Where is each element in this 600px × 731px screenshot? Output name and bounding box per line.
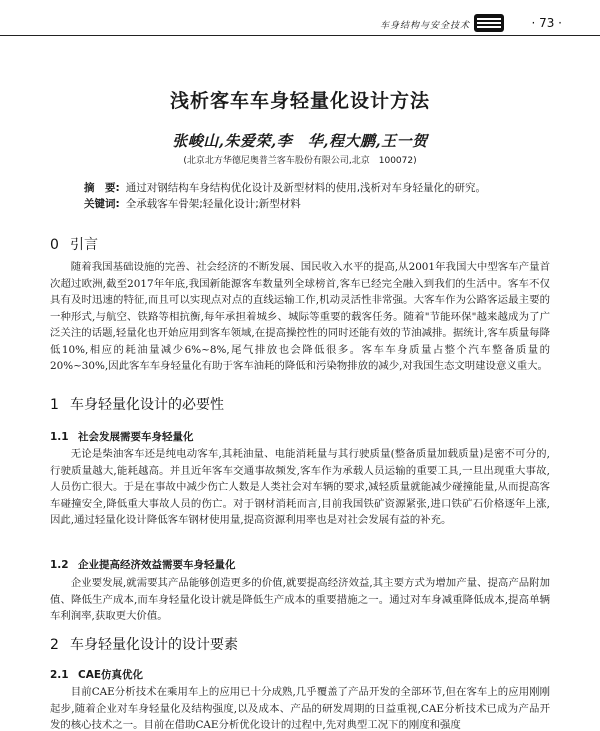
paragraph-2-1: 目前CAE分析技术在乘用车上的应用已十分成熟,几乎覆盖了产品开发的全部环节,但在客车上的应用刚刚起步,随着企业对车身轻量化及结构强度,以及成本、产品的研发周期的日益重视,CAE分析技术已成为产品开发的核心技术之一。目前在借助CAE分析优化设计的过程中,先对典型工况下的刚度和强度 bbox=[50, 686, 550, 730]
paragraph-1-2: 企业要发展,就需要其产品能够创造更多的价值,就要提高经济效益,其主要方式为增加产量、提高产品附加值、降低生产成本,而车身轻量化设计就是降低生产成本的重要措施之一。通过对车身减重降低成本,提高单辆车利润率,获取更大价值。 bbox=[50, 577, 550, 622]
keywords-label: 关键词: bbox=[84, 198, 120, 210]
section-number: 0 bbox=[50, 237, 59, 253]
abstract bbox=[84, 180, 564, 196]
abstract-label: 摘 要: bbox=[84, 182, 120, 194]
keywords-text: 全承载客车骨架;轻量化设计;新型材料 bbox=[125, 198, 301, 210]
section-title: 引言 bbox=[70, 237, 98, 253]
journal-logo-icon bbox=[474, 14, 504, 32]
section-title: 车身轻量化设计的必要性 bbox=[70, 397, 224, 413]
keywords bbox=[84, 196, 564, 212]
header-rule bbox=[0, 35, 600, 36]
running-header bbox=[0, 10, 600, 36]
subsection-title: 社会发展需要车身轻量化 bbox=[78, 431, 194, 443]
section-heading-1 bbox=[50, 394, 224, 414]
subsection-title: 企业提高经济效益需要车身轻量化 bbox=[78, 559, 236, 571]
section-title: 车身轻量化设计的设计要素 bbox=[70, 637, 238, 653]
subsection-heading-1-2 bbox=[50, 557, 236, 572]
section-heading-2 bbox=[50, 634, 238, 654]
abstract-text: 通过对钢结构车身结构优化设计及新型材料的使用,浅析对车身轻量化的研究。 bbox=[125, 182, 487, 194]
subsection-title: CAE仿真优化 bbox=[78, 669, 144, 681]
section-number: 1 bbox=[50, 397, 59, 413]
paper-title: 浅析客车车身轻量化设计方法 bbox=[169, 90, 430, 112]
subsection-heading-1-1 bbox=[50, 429, 194, 444]
subsection-heading-2-1 bbox=[50, 667, 143, 682]
paragraph-1-1: 无论是柴油客车还是纯电动客车,其耗油量、电能消耗量与其行驶质量(整备质量加载质量)是密不可分的,行驶质量越大,能耗越高。并且近年客车交通事故频发,客车作为承载人员运输的重要工具,一旦出现重大事故,人员伤亡很大。于是在事故中减少伤亡人数是人类社会对车辆的要求,减轻质量就能减少碰撞能量,从而提高客车碰撞安全,降低重大事故人员的伤亡。对于钢材消耗而言,目前我国铁矿资源紧张,进口铁矿石价格逐年上涨,因此,通过轻量化设计降低客车钢材使用量,提高资源利用率也是对社会发展有益的补充。 bbox=[50, 448, 550, 526]
subsection-number: 1.2 bbox=[50, 559, 69, 571]
section-number: 2 bbox=[50, 637, 59, 653]
section-heading-0 bbox=[50, 234, 98, 254]
page-number: · 73 · bbox=[531, 16, 562, 30]
author-list: 张峻山,朱爱荣,李 华,程大鹏,王一贺 bbox=[172, 132, 428, 150]
affiliation: (北京北方华德尼奥普兰客车股份有限公司,北京 100072) bbox=[183, 156, 417, 166]
journal-name: 车身结构与安全技术 bbox=[379, 21, 470, 31]
paragraph-introduction: 随着我国基础设施的完善、社会经济的不断发展、国民收入水平的提高,从2001年我国大中型客车产量首次超过欧洲,截至2017年年底,我国新能源客车数量列全球榜首,客车已经完全融入到我们的生活中。客车不仅具有及时迅速的特征,而且可以实现点对点的直线运输工作,机动灵活性非常强。大客车作为公路客运最主要的一种形式,与航空、铁路等相抗衡,每年承担着城乡、城际等重要的载客任务。随着"节能环保"越来越成为了广泛关注的话题,轻量化也开始应用到客车领域,在提高操控性的同时还能有效的节油减排。据统计,客车质量每降低10%,相应的耗油量减少6%~8%,尾气排放也会降低很多。客车车身质量占整个汽车整备质量的20%~30%,因此客车车身轻量化有助于客车油耗的降低和污染物排放的减少,对我国生态文明建设意义重大。 bbox=[50, 261, 550, 372]
subsection-number: 1.1 bbox=[50, 431, 69, 443]
subsection-number: 2.1 bbox=[50, 669, 69, 681]
